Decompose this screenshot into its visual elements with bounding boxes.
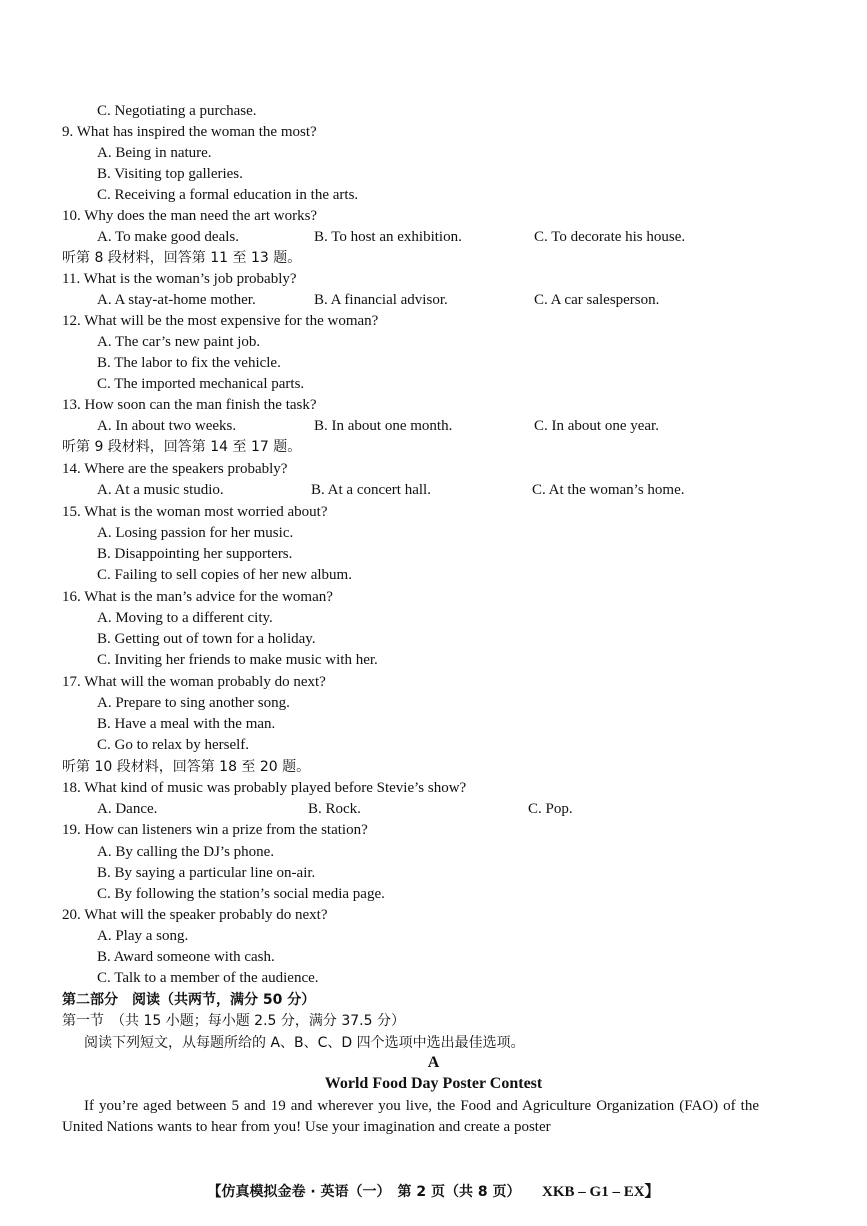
section-heading-10: 听第 10 段材料，回答第 18 至 20 题。: [62, 759, 311, 775]
reading-instruction: 阅读下列短文，从每题所给的 A、B、C、D 四个选项中选出最佳选项。: [84, 1035, 525, 1051]
q14-option-b: B. At a concert hall.: [311, 482, 431, 498]
q15-option-b: B. Disappointing her supporters.: [97, 546, 293, 562]
part2-heading: 第二部分 阅读（共两节，满分 50 分）: [62, 992, 316, 1008]
q12-stem: 12. What will be the most expensive for the woman?: [62, 313, 379, 329]
q10-option-c: C. To decorate his house.: [534, 229, 686, 245]
q18-stem: 18. What kind of music was probably played before Stevie’s show?: [62, 780, 467, 796]
q9-option-c: C. Receiving a formal education in the arts.: [97, 187, 359, 203]
passage-letter: A: [427, 1054, 440, 1071]
q16-option-c: C. Inviting her friends to make music with her.: [97, 652, 378, 668]
q9-option-a: A. Being in nature.: [97, 145, 212, 161]
q17-option-a: A. Prepare to sing another song.: [97, 695, 290, 711]
q17-stem: 17. What will the woman probably do next?: [62, 674, 326, 690]
q13-option-a: A. In about two weeks.: [97, 418, 237, 434]
q20-option-a: A. Play a song.: [97, 928, 189, 944]
section-heading-9: 听第 9 段材料，回答第 14 至 17 题。: [62, 439, 302, 455]
q10-option-b: B. To host an exhibition.: [314, 229, 462, 245]
q15-option-c: C. Failing to sell copies of her new album.: [97, 567, 352, 583]
q11-option-b: B. A financial advisor.: [314, 292, 448, 308]
q9-option-b: B. Visiting top galleries.: [97, 166, 243, 182]
q19-option-a: A. By calling the DJ’s phone.: [97, 844, 275, 860]
q20-option-b: B. Award someone with cash.: [97, 949, 275, 965]
q16-option-a: A. Moving to a different city.: [97, 610, 273, 626]
q8-option-c: C. Negotiating a purchase.: [97, 103, 257, 119]
q12-option-b: B. The labor to fix the vehicle.: [97, 355, 281, 371]
q16-stem: 16. What is the man’s advice for the woman?: [62, 589, 333, 605]
passage-title: World Food Day Poster Contest: [324, 1075, 543, 1092]
footer-left: 【仿真模拟金卷 · 英语（一） 第 2 页（共 8 页）: [207, 1184, 521, 1200]
q19-stem: 19. How can listeners win a prize from the station?: [62, 822, 368, 838]
q18-option-a: A. Dance.: [97, 801, 158, 817]
q17-option-b: B. Have a meal with the man.: [97, 716, 276, 732]
passage-paragraph: If you’re aged between 5 and 19 and wherever you live, the Food and Agriculture Organization (FAO) of the United Nations wants to hear from you! Use your imagination and create a poster: [62, 1098, 759, 1135]
q11-option-a: A. A stay-at-home mother.: [97, 292, 256, 308]
q11-stem: 11. What is the woman’s job probably?: [62, 271, 297, 287]
q19-option-b: B. By saying a particular line on-air.: [97, 865, 316, 881]
q14-option-c: C. At the woman’s home.: [532, 482, 685, 498]
q18-option-b: B. Rock.: [308, 801, 361, 817]
q14-stem: 14. Where are the speakers probably?: [62, 461, 288, 477]
q13-stem: 13. How soon can the man finish the task?: [62, 397, 317, 413]
q18-option-c: C. Pop.: [528, 801, 573, 817]
q13-option-c: C. In about one year.: [534, 418, 659, 434]
q9-stem: 9. What has inspired the woman the most?: [62, 124, 317, 140]
q10-option-a: A. To make good deals.: [97, 229, 239, 245]
q17-option-c: C. Go to relax by herself.: [97, 737, 250, 753]
q12-option-a: A. The car’s new paint job.: [97, 334, 261, 350]
q16-option-b: B. Getting out of town for a holiday.: [97, 631, 316, 647]
page-footer: [0, 1180, 867, 1201]
q14-option-a: A. At a music studio.: [97, 482, 224, 498]
q20-option-c: C. Talk to a member of the audience.: [97, 970, 319, 986]
q15-stem: 15. What is the woman most worried about?: [62, 504, 328, 520]
section1-heading: 第一节 （共 15 小题；每小题 2.5 分，满分 37.5 分）: [62, 1013, 405, 1029]
q13-option-b: B. In about one month.: [314, 418, 453, 434]
q15-option-a: A. Losing passion for her music.: [97, 525, 294, 541]
q19-option-c: C. By following the station’s social media page.: [97, 886, 385, 902]
q10-stem: 10. Why does the man need the art works?: [62, 208, 318, 224]
section-heading-8: 听第 8 段材料，回答第 11 至 13 题。: [62, 250, 302, 266]
q11-option-c: C. A car salesperson.: [534, 292, 660, 308]
q20-stem: 20. What will the speaker probably do next?: [62, 907, 328, 923]
q12-option-c: C. The imported mechanical parts.: [97, 376, 305, 392]
footer-right: XKB – G1 – EX】: [542, 1184, 660, 1200]
